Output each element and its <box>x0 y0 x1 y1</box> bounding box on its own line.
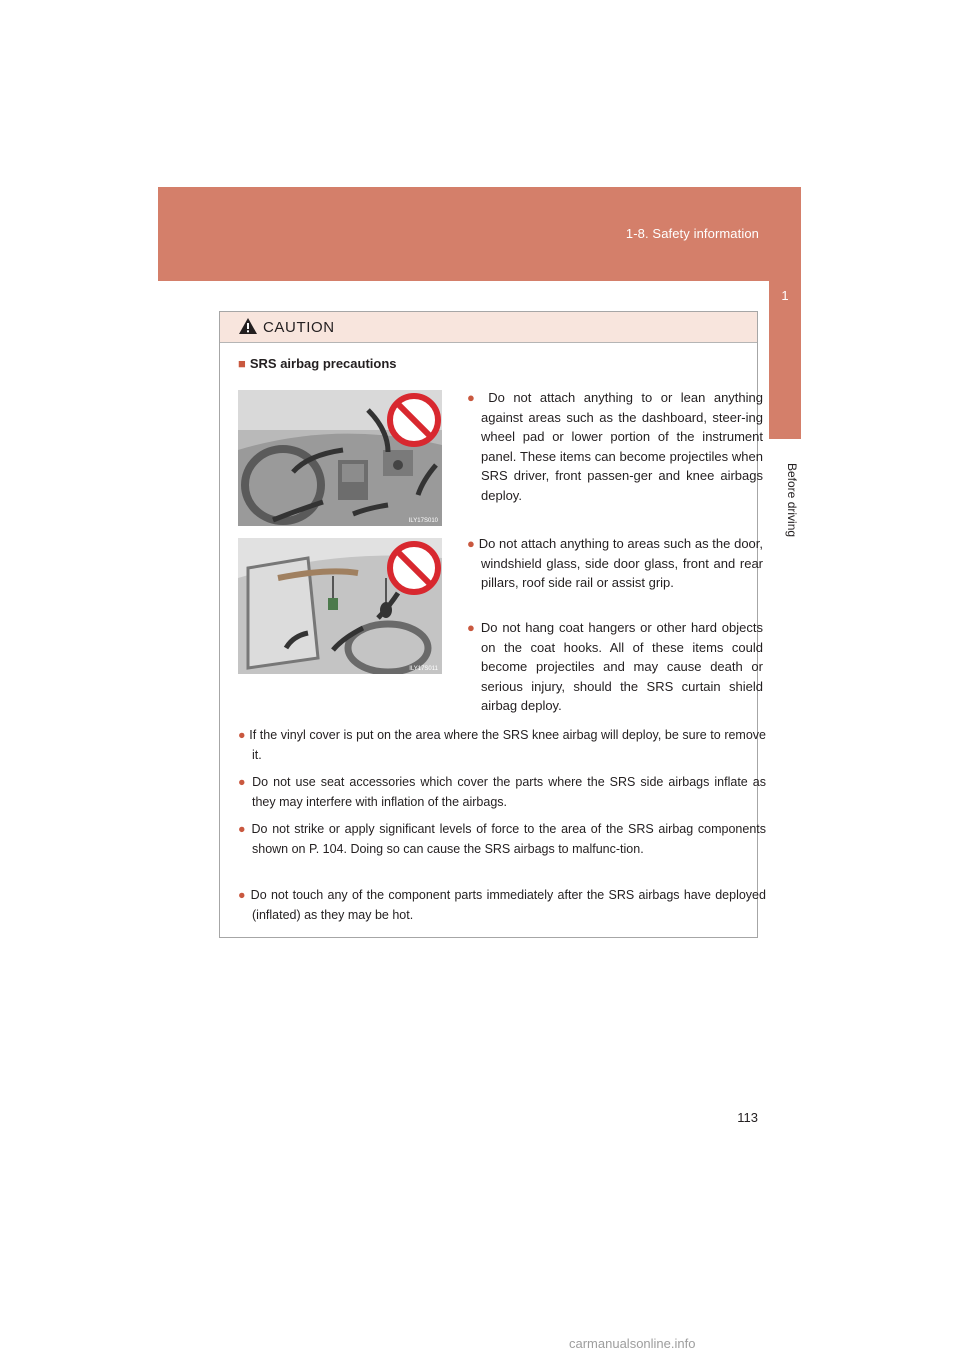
caution-header <box>220 312 757 343</box>
square-bullet-icon: ■ <box>238 356 246 371</box>
chapter-number: 1 <box>781 288 789 303</box>
list-item <box>467 388 763 505</box>
bullet-text: Do not use seat accessories which cover the parts where the SRS side airbags inflate as they may interfere with inflation of the airbags. <box>252 775 766 809</box>
bullet-text: Do not strike or apply significant levels of force to the area of the SRS airbag components shown on P. 104. Doing so can cause the SRS airbags to malfunc-tion. <box>251 822 766 856</box>
list-item <box>238 726 766 765</box>
watermark: carmanualsonline.info <box>569 1336 696 1351</box>
list-item <box>467 534 763 593</box>
caution-title: CAUTION <box>263 319 335 336</box>
section-heading <box>238 356 397 371</box>
chapter-tab <box>769 280 801 439</box>
pillar-photo <box>238 538 442 674</box>
bullet-icon: ● <box>238 888 247 902</box>
bullet-icon: ● <box>467 620 477 635</box>
photo-code: ILY17S011 <box>409 666 438 672</box>
bullet-icon: ● <box>467 536 475 551</box>
header-band <box>158 187 801 281</box>
chapter-label: Before driving <box>785 462 799 538</box>
list-item <box>238 773 766 812</box>
list-item <box>238 886 766 925</box>
list-item <box>467 618 763 716</box>
page-number: 113 <box>737 1110 758 1125</box>
caution-box <box>219 311 766 938</box>
section-title: 1-8. Safety information <box>625 226 759 241</box>
bullet-icon: ● <box>238 775 248 789</box>
list-item <box>238 820 766 859</box>
photo-code: ILY17S010 <box>408 518 438 524</box>
pillar-illustration <box>238 538 442 674</box>
dashboard-illustration <box>238 390 442 526</box>
bullet-text: Do not hang coat hangers or other hard objects on the coat hooks. All of these items could become projectiles and may cause death or serious injury, should the SRS curtain shield airbag deploy. <box>480 620 763 713</box>
bullet-text: Do not attach anything to areas such as the door, windshield glass, side door glass, front and rear pillars, roof side rail or assist grip. <box>478 536 763 590</box>
warning-triangle-icon <box>238 317 258 335</box>
section-heading-text: SRS airbag precautions <box>249 356 397 371</box>
bullet-text: Do not attach anything to or lean anything against areas such as the dashboard, steer-ing wheel pad or lower portion of the instrument panel. These items can become projectiles when SRS driver, front passen-ger and knee airbags deploy. <box>481 390 763 503</box>
bullet-icon: ● <box>238 822 247 836</box>
bullet-text: Do not touch any of the component parts immediately after the SRS airbags have deployed (inflated) as they may be hot. <box>250 888 766 922</box>
dashboard-photo <box>238 390 442 526</box>
bullet-text: If the vinyl cover is put on the area where the SRS knee airbag will deploy, be sure to remove it. <box>249 728 766 762</box>
bullet-icon: ● <box>467 390 480 405</box>
bullet-icon: ● <box>238 728 246 742</box>
